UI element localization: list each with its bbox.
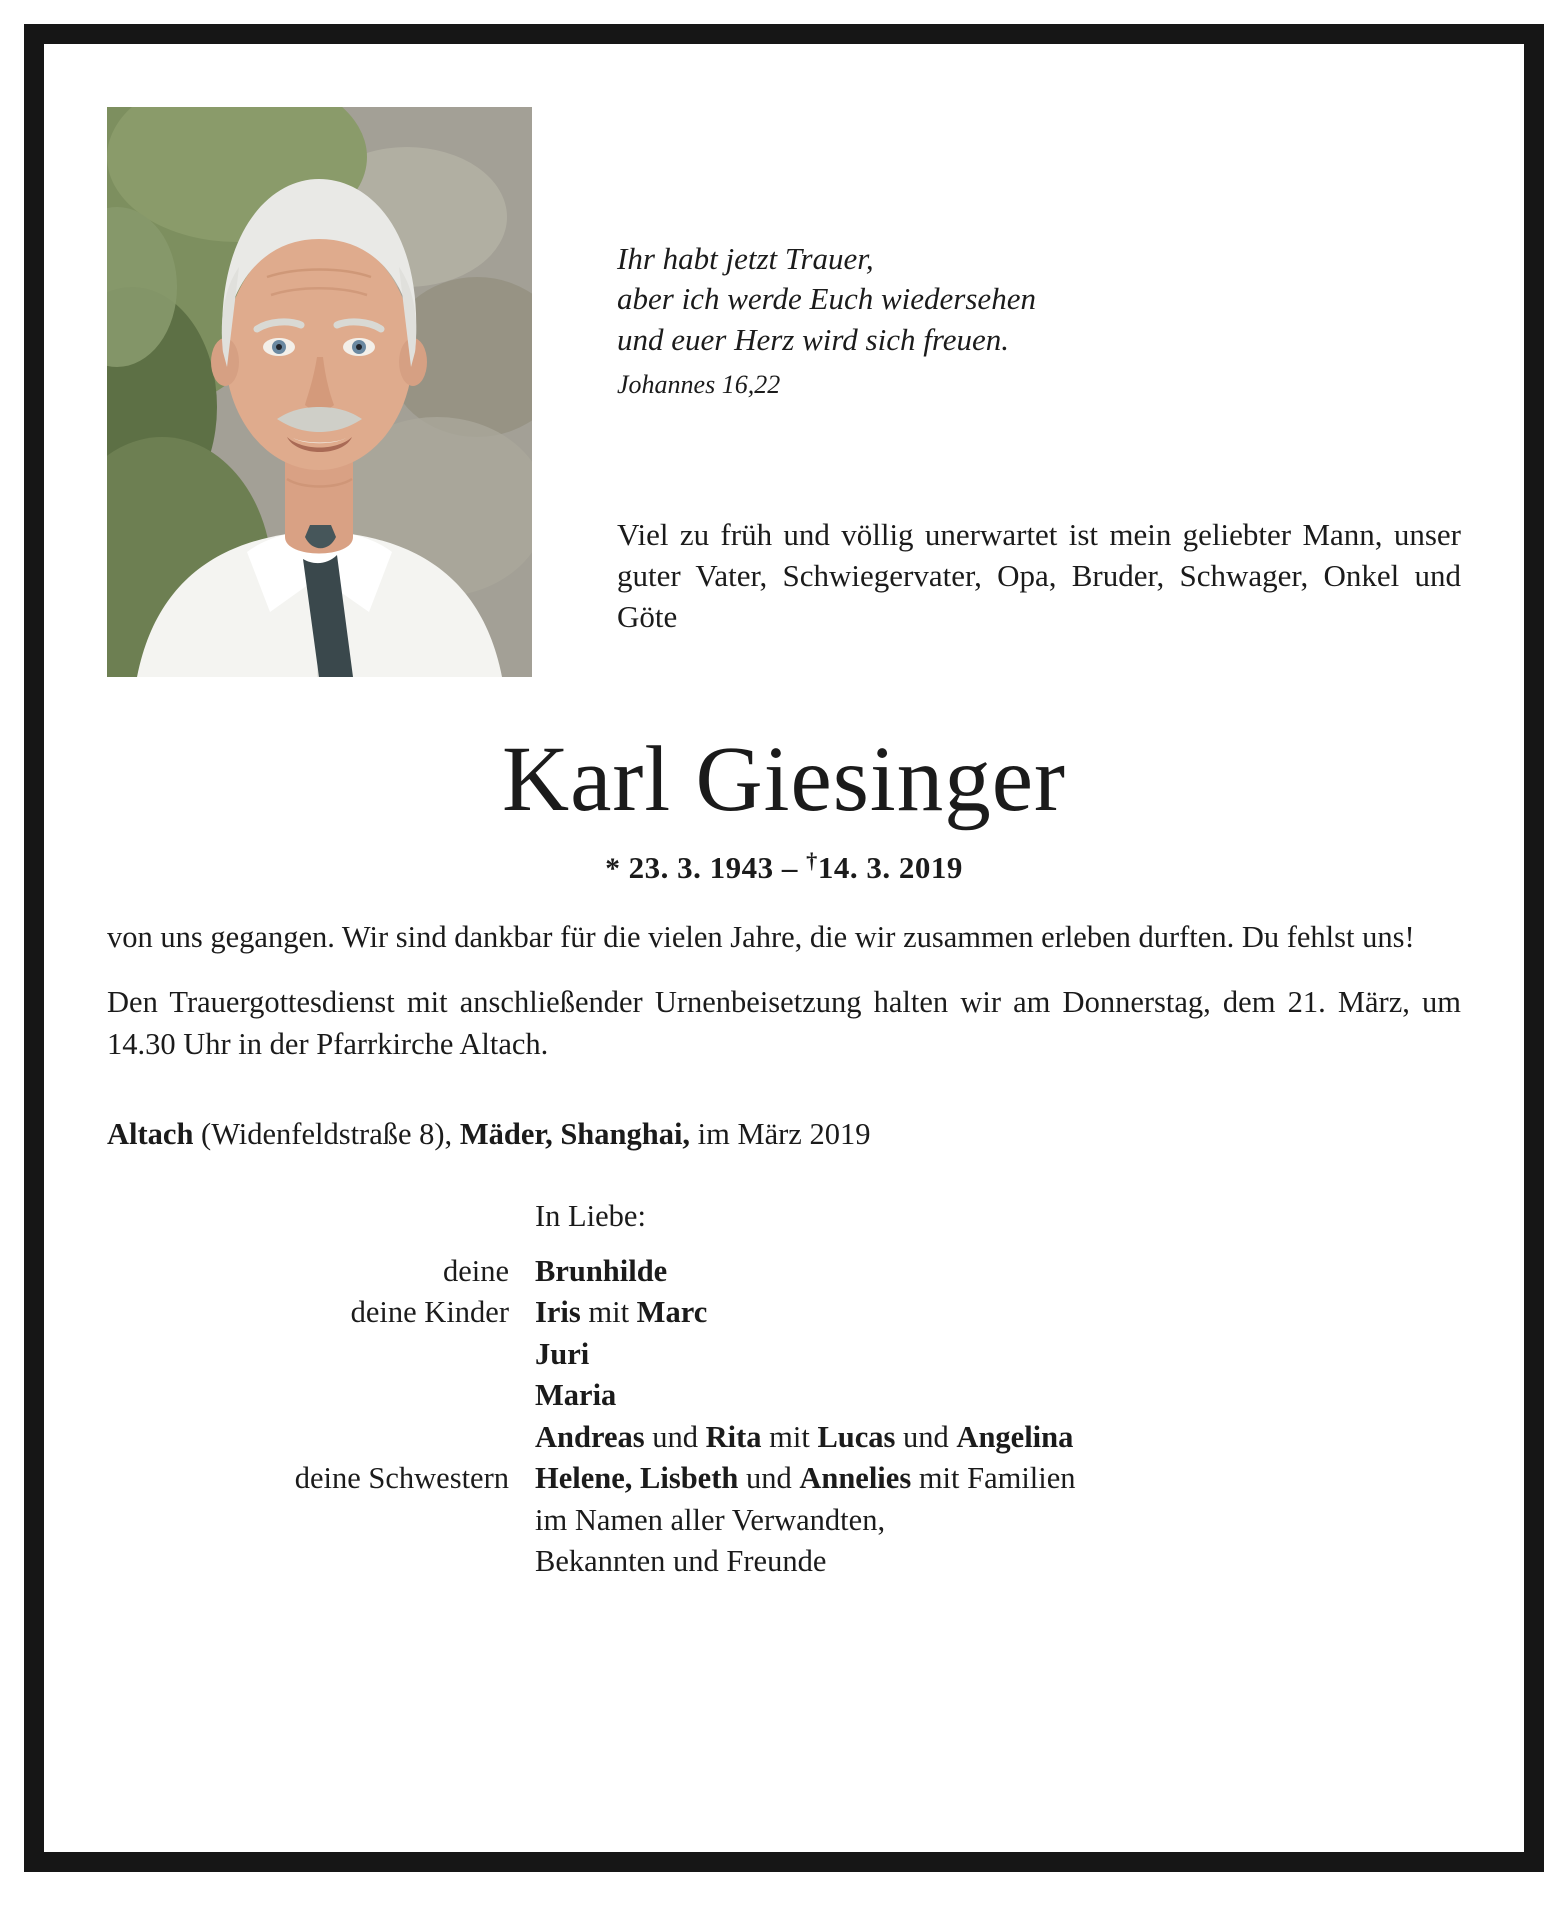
family-relation-label [107,1375,509,1416]
quote-source: Johannes 16,22 [617,369,781,399]
right-column [617,107,1461,677]
location-line [107,1114,1461,1156]
quote-line: und euer Herz wird sich freuen. [617,321,1010,357]
birth-date: 23. 3. 1943 [628,850,774,886]
text-segment: Bekannten und Freunde [535,1544,827,1579]
text-segment: Mäder, Shanghai, [459,1117,691,1152]
family-relation-label: deine Schwestern [294,1461,509,1496]
quote-line: Ihr habt jetzt Trauer, [617,241,874,276]
text-segment: Juri [535,1336,590,1371]
death-date: 14. 3. 2019 [817,850,963,886]
text-segment: Annelies [799,1461,912,1496]
text-segment: Altach [107,1117,194,1152]
text-segment: mit Familien [911,1461,1076,1496]
text-segment: im Namen aller Verwandten, [535,1502,886,1537]
text-segment: (Widenfeldstraße 8), [193,1117,460,1152]
text-segment: und [895,1419,957,1454]
text-segment: Andreas [535,1419,645,1454]
obituary-page [24,24,1544,1872]
text-segment: mit [580,1295,637,1330]
family-names [535,1417,1461,1458]
text-segment: und [738,1461,800,1496]
birth-symbol: * [605,853,621,886]
obituary-content [44,44,1524,1583]
dates-separator: – [781,850,798,886]
portrait-illustration [107,107,532,677]
scripture-quote [617,239,1461,402]
text-segment: Maria [535,1378,617,1413]
text-segment: Lucas [817,1419,896,1454]
service-paragraph: Den Trauergottesdienst mit anschließender Urnenbeisetzung halten wir am Donnerstag, dem 21. März, um 14.30 Uhr in der Pfarrkirche Altach. [107,984,1461,1061]
family-relation-label [107,1541,509,1582]
portrait-photo [107,107,532,677]
family-relation-label [107,1417,509,1458]
death-symbol: † [806,848,818,873]
family-relation-label: deine Kinder [350,1295,509,1330]
life-dates [107,848,1461,886]
text-segment: und [644,1419,706,1454]
deceased-name: Karl Giesinger [501,728,1067,831]
text-segment: Iris [535,1295,581,1330]
family-names [535,1292,1461,1333]
family-relation-label [107,1500,509,1541]
family-relation-label: deine [442,1253,509,1288]
text-segment: mit [761,1419,818,1454]
family-names [535,1251,1461,1292]
text-segment: Angelina [956,1419,1074,1454]
quote-line: aber ich werde Euch wiedersehen [617,281,1036,317]
family-names [535,1375,1461,1416]
farewell-paragraph: von uns gegangen. Wir sind dankbar für die vielen Jahre, die wir zusammen erleben durften. Du fehlst uns! [107,920,1415,955]
family-names [535,1458,1461,1499]
text-segment: im März 2019 [690,1117,871,1152]
closing-heading: In Liebe: [535,1199,646,1234]
text-segment: Marc [636,1295,708,1330]
family-names [535,1500,1461,1541]
text-segment: Brunhilde [535,1253,668,1288]
family-names [535,1541,1461,1582]
family-list [107,1251,1461,1583]
text-segment: Helene, Lisbeth [535,1461,739,1496]
intro-paragraph: Viel zu früh und völlig unerwartet ist mein geliebter Mann, unser guter Vater, Schwiegervater, Opa, Bruder, Schwager, Onkel und Göte [617,516,1461,635]
text-segment: Rita [705,1419,762,1454]
top-section [107,107,1461,677]
family-relation-label [107,1334,509,1375]
family-names [535,1334,1461,1375]
